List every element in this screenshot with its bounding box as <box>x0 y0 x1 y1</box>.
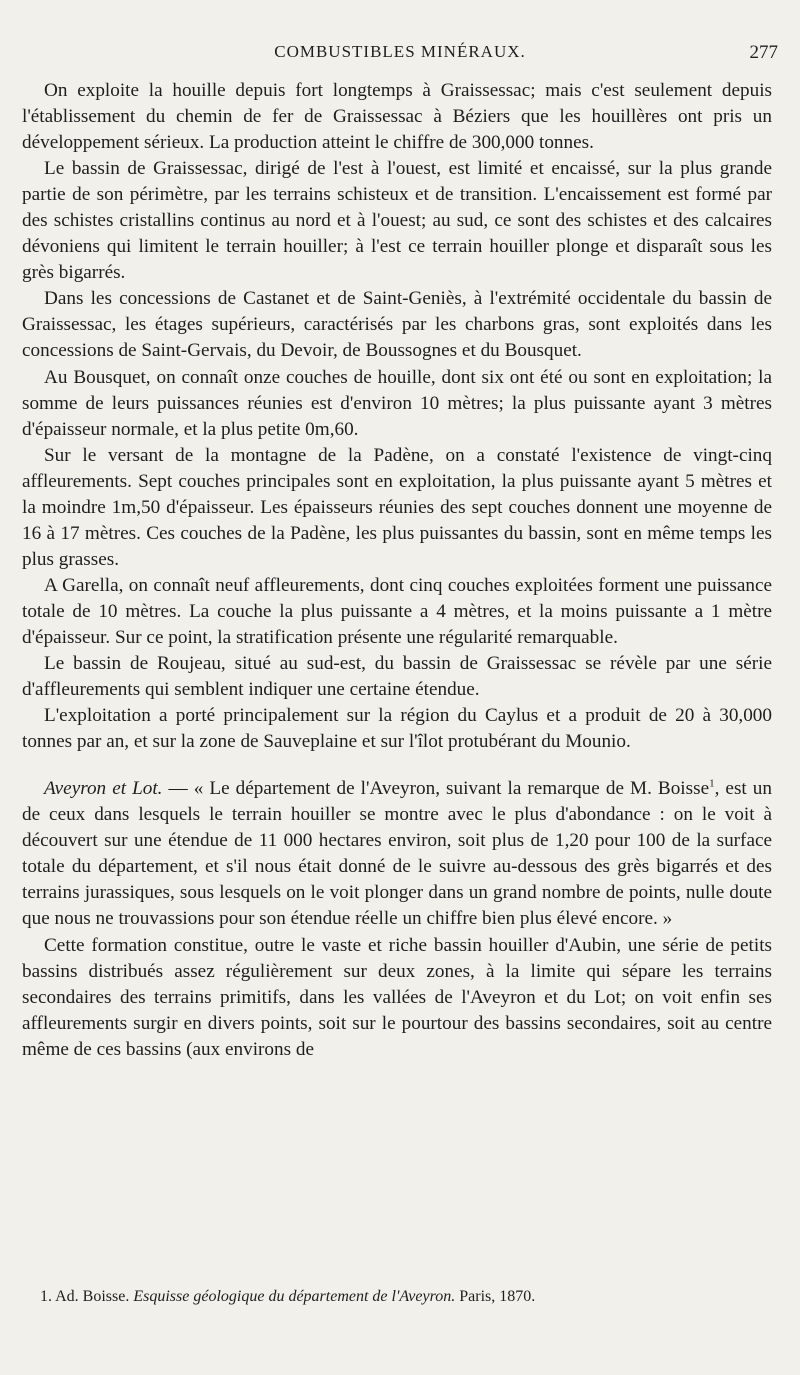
paragraph: On exploite la houille depuis fort longtemps à Graissessac; mais c'est seulement depuis l'établissement du chemin de fer de Graissessac à Béziers que les houillères ont pris un développement sérieux. La production atteint le chiffre de 300,000 tonnes. <box>22 80 772 154</box>
footnote-imprint: Paris, 1870. <box>459 1288 536 1305</box>
footnote-title: Esquisse géologique du département de l'Aveyron. <box>133 1288 456 1305</box>
paragraph: L'exploitation a porté principalement sur la région du Caylus et a produit de 20 à 30,000 tonnes par an, et sur la zone de Sauveplaine et sur l'îlot protubérant du Mounio. <box>22 705 772 753</box>
footnote <box>22 1288 772 1306</box>
footnote-author: Ad. Boisse. <box>55 1288 130 1305</box>
page-number: 277 <box>749 42 778 63</box>
section-title: Aveyron et Lot. <box>44 778 163 800</box>
body-text <box>22 78 772 1063</box>
paragraph: Cette formation constitue, outre le vaste et riche bassin houiller d'Aubin, une série de petits bassins distribués assez régulièrement sur deux zones, à la limite qui sépare les terrains secondaires des terrains primitifs, dans les vallées de l'Aveyron et du Lot; on voit enfin ses affleurements surgir en divers points, soit sur le pourtour des bassins secondaires, soit au centre même de ces bassins (aux environs de <box>22 934 772 1060</box>
page-header <box>22 42 778 68</box>
section-paragraph <box>22 776 772 932</box>
paragraph: Le bassin de Graissessac, dirigé de l'est à l'ouest, est limité et encaissé, sur la plus grande partie de son périmètre, par les terrains schisteux et de transition. L'encaissement est formé par des schistes cristallins continus au nord et à l'ouest; au sud, ce sont des schistes et des calcaires dévoniens qui limitent le terrain houiller; à l'est ce terrain houiller plonge et disparaît sous les grès bigarrés. <box>22 158 772 284</box>
running-title: COMBUSTIBLES MINÉRAUX. <box>274 42 526 61</box>
paragraph: Sur le versant de la montagne de la Padène, on a constaté l'existence de vingt-cinq affleurements. Sept couches principales sont en exploitation, la plus puissante ayant 5 mètres et la moindre 1m,50 d'épaisseur. Les épaisseurs réunies des sept couches donnent une moyenne de 16 à 17 mètres. Ces couches de la Padène, les plus puissantes du bassin, sont en même temps les plus grasses. <box>22 444 772 570</box>
paragraph: A Garella, on connaît neuf affleurements, dont cinq couches exploitées forment une puissance totale de 10 mètres. La couche la plus puissante a 4 mètres, et la moins puissante a 1 mètre d'épaisseur. Sur ce point, la stratification présente une régularité remarquable. <box>22 574 772 648</box>
footnote-number: 1. <box>40 1288 52 1305</box>
paragraph: Le bassin de Roujeau, situé au sud-est, du bassin de Graissessac se révèle par une série d'affleurements qui semblent indiquer une certaine étendue. <box>22 653 772 701</box>
paragraph: Dans les concessions de Castanet et de Saint-Geniès, à l'extrémité occidentale du bassin de Graissessac, les étages supérieurs, caractérisés par les charbons gras, sont exploités dans les concessions de Saint-Gervais, du Devoir, de Boussognes et du Bousquet. <box>22 288 772 362</box>
section-text: — « Le département de l'Aveyron, suivant la remarque de M. Boisse <box>162 778 710 800</box>
section-text-continued: , est un de ceux dans lesquels le terrain houiller se montre avec le plus d'abondance : on le voit à découvert sur une étendue de 11 000 hectares environ, soit plus de 1,20 pour 100 de la surface totale du département, et s'il nous était donné de le suivre au-dessous des grès bigarrés et des terrains jurassiques, sous lesquels on le voit plonger dans un grand nombre de points, nulle doute que nous ne trouvassions pour son étendue réelle un chiffre bien plus élevé encore. » <box>22 778 772 930</box>
paragraph: Au Bousquet, on connaît onze couches de houille, dont six ont été ou sont en exploitation; la somme de leurs puissances réunies est d'environ 10 mètres; la plus puissante ayant 3 mètres d'épaisseur normale, et la plus petite 0m,60. <box>22 366 772 440</box>
footnote-reference[interactable]: 1 <box>709 777 715 790</box>
